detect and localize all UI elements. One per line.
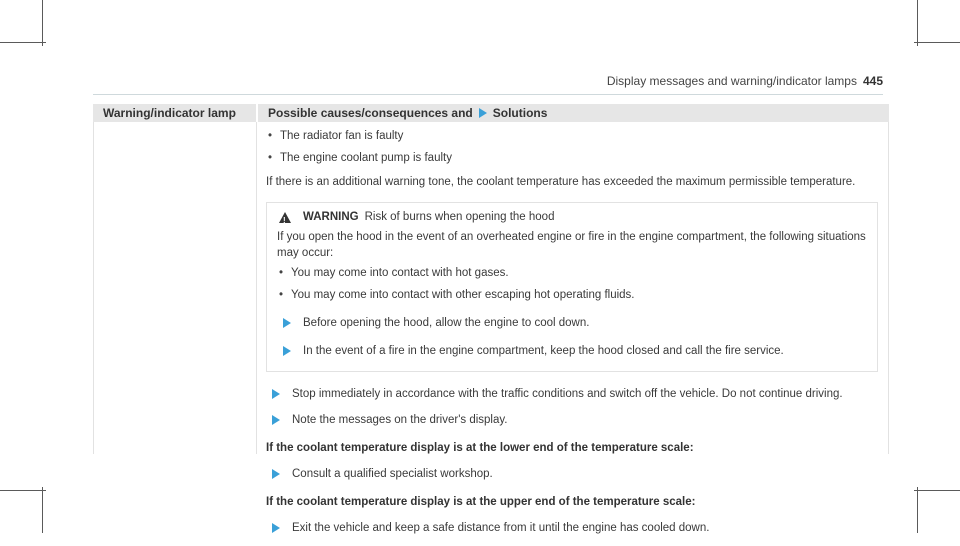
crop-mark	[914, 42, 960, 43]
table-border-left	[93, 122, 94, 454]
list-item: • The engine coolant pump is faulty	[266, 150, 878, 166]
step-text: Before opening the hood, allow the engine to cool down.	[303, 317, 590, 329]
arrow-right-icon	[272, 523, 280, 533]
arrow-right-icon	[272, 415, 280, 425]
warning-step	[277, 315, 867, 331]
crop-mark	[914, 490, 960, 491]
upper-end-heading: If the coolant temperature display is at the upper end of the temperature scale:	[266, 496, 696, 508]
instruction-step	[266, 386, 878, 402]
arrow-right-icon	[272, 469, 280, 479]
list-item: • You may come into contact with hot gases.	[277, 265, 867, 281]
column-header-lamp: Warning/indicator lamp	[93, 104, 258, 122]
warning-heading: Risk of burns when opening the hood	[364, 211, 555, 223]
step-text: Note the messages on the driver's display.	[292, 414, 508, 426]
column-header-causes	[258, 104, 889, 122]
instruction-step	[266, 412, 878, 428]
list-item: • You may come into contact with other escaping hot operating fluids.	[277, 287, 867, 303]
instruction-step	[266, 520, 878, 536]
crop-mark	[42, 0, 43, 46]
crop-mark	[917, 487, 918, 533]
crop-mark	[42, 487, 43, 533]
lower-end-heading: If the coolant temperature display is at the lower end of the temperature scale:	[266, 442, 694, 454]
running-header	[607, 74, 883, 88]
crop-mark	[0, 42, 46, 43]
step-text: Exit the vehicle and keep a safe distance from it until the engine has cooled down.	[292, 522, 710, 534]
warning-triangle-icon	[279, 212, 291, 223]
table-header	[93, 104, 889, 122]
step-text: Consult a qualified specialist workshop.	[292, 468, 493, 480]
crop-mark	[917, 0, 918, 46]
instruction-step	[266, 466, 878, 482]
warning-title	[277, 209, 867, 225]
arrow-right-icon	[283, 346, 291, 356]
table-body	[93, 122, 889, 534]
warning-text: If you open the hood in the event of an overheated engine or fire in the engine compartment, the following situations may occur:	[277, 231, 866, 259]
warning-step	[277, 343, 867, 359]
warning-lamp-table	[93, 104, 889, 534]
arrow-right-icon	[272, 389, 280, 399]
column-header-solutions-label: Solutions	[492, 106, 548, 120]
list-item: • The radiator fan is faulty	[266, 128, 878, 144]
arrow-right-icon	[479, 108, 487, 118]
warning-box	[266, 202, 878, 372]
column-header-causes-label: Possible causes/consequences and	[268, 106, 473, 120]
crop-mark	[0, 490, 46, 491]
header-title: Display messages and warning/indicator lamps	[606, 74, 857, 88]
step-text: In the event of a fire in the engine compartment, keep the hood closed and call the fire service.	[303, 345, 784, 357]
arrow-right-icon	[283, 318, 291, 328]
warning-label: WARNING	[303, 211, 359, 223]
intro-text: If there is an additional warning tone, the coolant temperature has exceeded the maximum permissible temperature.	[266, 176, 856, 188]
causes-cell	[266, 128, 878, 546]
header-rule	[93, 94, 883, 95]
column-divider	[256, 122, 257, 454]
table-border-right	[888, 122, 889, 454]
page-number: 445	[862, 74, 883, 88]
step-text: Stop immediately in accordance with the traffic conditions and switch off the vehicle. Do not continue driving.	[292, 388, 843, 400]
